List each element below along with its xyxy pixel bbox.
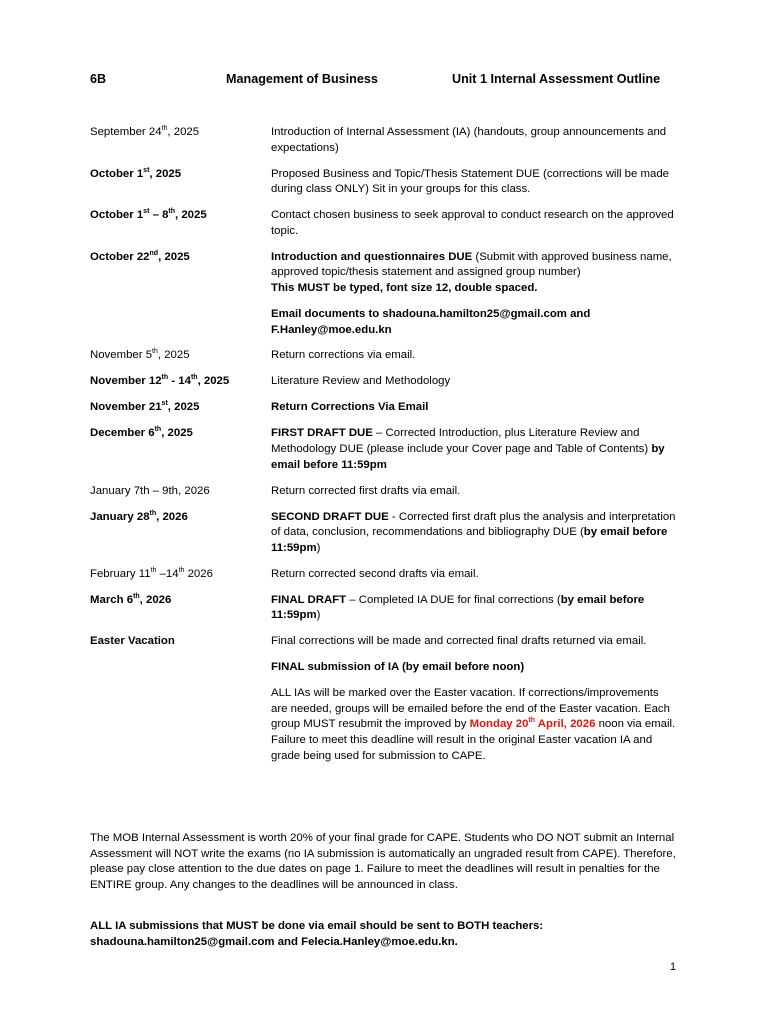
schedule-row (90, 167, 680, 198)
marking-note: ALL IAs will be marked over the Easter vacation. If corrections/improvements are needed, groups will be emailed before the end of the Easter vacation. Each group MUST resubmit the improved by Monday 20th April, 2026 noon via email. Failure to meet this deadline will result in the original Easter vacation IA and grade being used for submission to CAPE. (271, 687, 676, 762)
row-date: November 21st, 2025 (90, 400, 200, 414)
schedule-row (90, 634, 680, 764)
class-code: 6B (90, 72, 107, 86)
schedule-row (90, 125, 680, 156)
schedule-row (90, 567, 680, 583)
row-date: Easter Vacation (90, 635, 175, 648)
grading-policy-paragraph: The MOB Internal Assessment is worth 20% of your final grade for CAPE. Students who DO NOT submit an Internal Assessment will NOT write the exams (no IA submission is automatically an ungraded result from CAPE). Therefore, please pay close attention to the due dates on page 1. Failure to meet the deadlines will result in penalties for the ENTIRE group. Any changes to the deadlines will be announced in class. (90, 832, 676, 891)
row-description: Literature Review and Methodology (271, 375, 451, 388)
row-description: Return corrected first drafts via email. (271, 484, 461, 497)
schedule-row (90, 348, 680, 364)
row-date: March 6th, 2026 (90, 592, 172, 606)
row-date: November 5th, 2025 (90, 348, 190, 362)
row-date: November 12th - 14th, 2025 (90, 374, 230, 388)
row-date: September 24th, 2025 (90, 125, 200, 138)
row-date: January 28th, 2026 (90, 509, 188, 523)
schedule-row (90, 426, 680, 473)
row-date: December 6th, 2025 (90, 426, 193, 440)
row-description: Proposed Business and Topic/Thesis Statement DUE (corrections will be made during class ONLY) Sit in your groups for this class. (271, 167, 670, 196)
schedule-row (90, 510, 680, 557)
row-description: Contact chosen business to seek approval to conduct research on the approved topic. (271, 209, 674, 237)
row-description: Return corrections via email. (271, 349, 416, 362)
submission-emails-note: ALL IA submissions that MUST be done via email should be sent to BOTH teachers: shadouna.hamilton25@gmail.com and Felecia.Hanley@moe.edu.kn. (90, 920, 544, 948)
schedule-row (90, 208, 680, 239)
row-description: Introduction of Internal Assessment (IA) (handouts, group announcements and expectations) (271, 126, 667, 154)
schedule-row (90, 484, 680, 500)
final-submission-note: FINAL submission of IA (by email before noon) (271, 661, 525, 674)
schedule-row (90, 250, 680, 338)
document-header (90, 72, 680, 90)
schedule-row (90, 400, 680, 416)
row-date: October 1st, 2025 (90, 166, 182, 180)
page-number: 1 (670, 961, 677, 973)
row-description: SECOND DRAFT DUE - Corrected first draft plus the analysis and interpretation of data, conclusion, recommendations and bibliography DUE (by email before 11:59pm) (271, 510, 676, 554)
row-description: FINAL DRAFT – Completed IA DUE for final corrections (by email before 11:59pm) (271, 593, 645, 622)
schedule-table (90, 125, 680, 775)
row-date: October 1st – 8th, 2025 (90, 208, 207, 222)
course-name: Management of Business (226, 72, 378, 86)
email-instructions: Email documents to shadouna.hamilton25@gmail.com and F.Hanley@moe.edu.kn (271, 307, 591, 336)
row-description: FIRST DRAFT DUE – Corrected Introduction, plus Literature Review and Methodology DUE (please include your Cover page and Table of Contents) by email before 11:59pm (271, 427, 665, 471)
row-date: February 11th –14th 2026 (90, 566, 213, 580)
row-description: Return corrected second drafts via email. (271, 567, 479, 580)
schedule-row (90, 374, 680, 390)
row-description: Return Corrections Via Email (271, 401, 429, 414)
row-date: January 7th – 9th, 2026 (90, 484, 210, 497)
document-title: Unit 1 Internal Assessment Outline (452, 72, 661, 86)
schedule-row (90, 593, 680, 624)
row-date: October 22nd, 2025 (90, 249, 190, 263)
row-description: Final corrections will be made and corrected final drafts returned via email. FINAL submission of IA (by email before noon) ALL IAs will be marked over the Easter vacation. If corrections/improvements are needed, groups will be emailed before the end of the Easter vacation. Each group MUST resubmit the improved by Monday 20th April, 2026 noon via email. Failure to meet this deadline will result in the original Easter vacation IA and grade being used for submission to CAPE. (271, 634, 677, 764)
row-description: Introduction and questionnaires DUE (Submit with approved business name, approved topic/thesis statement and assigned group number) This MUST be typed, font size 12, double spaced. Email documents to shadouna.hamilton25@gmail.com and F.Hanley@moe.edu.kn (271, 250, 677, 338)
resubmission-deadline: Monday 20th April, 2026 (469, 717, 596, 731)
